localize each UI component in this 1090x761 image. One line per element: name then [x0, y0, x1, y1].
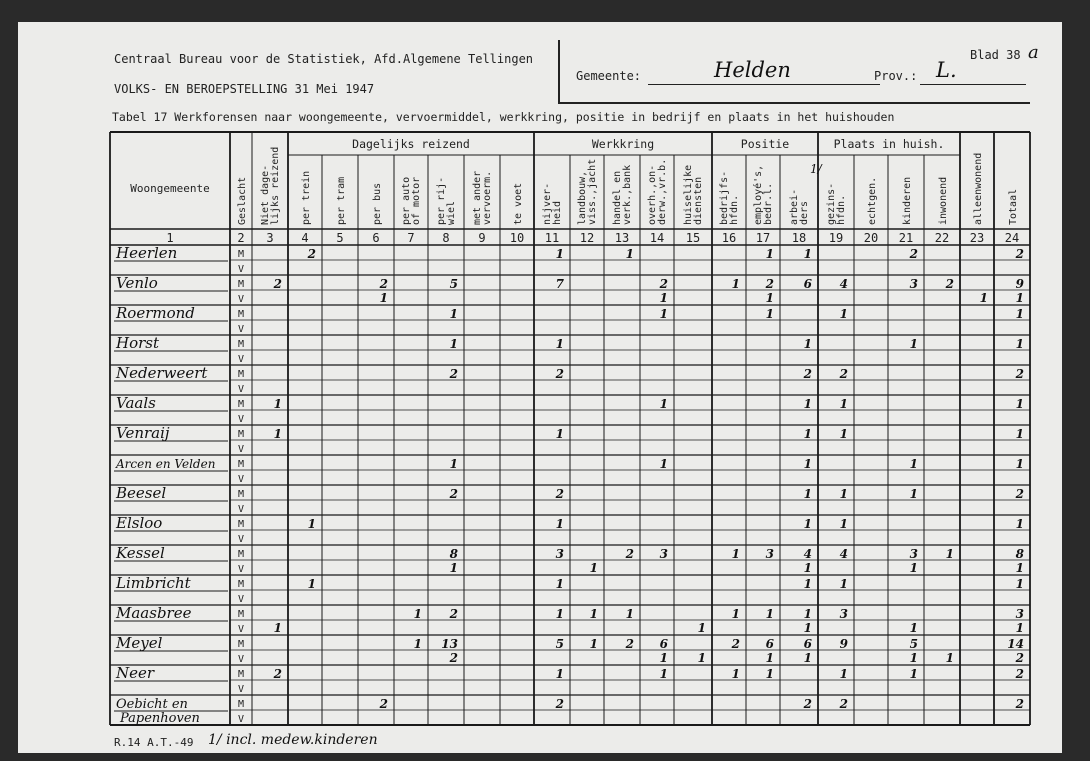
- value-m-col-11: 1: [555, 577, 564, 591]
- column-number: 4: [301, 231, 309, 245]
- value-v-col-24: 1: [1015, 621, 1024, 635]
- value-m-col-18: 2: [803, 697, 812, 711]
- woongemeente-name: Nederweert: [116, 364, 208, 382]
- geslacht-m: M: [237, 399, 245, 410]
- geslacht-v: V: [237, 474, 245, 485]
- value-m-col-19: 1: [839, 517, 848, 531]
- value-v-col-21: 1: [909, 651, 918, 665]
- geslacht-v: V: [237, 264, 245, 275]
- column-number: 5: [336, 231, 344, 245]
- value-m-col-19: 1: [839, 487, 848, 501]
- value-m-col-24: 2: [1015, 487, 1024, 501]
- column-number: 12: [579, 231, 595, 245]
- blad-suffix: a: [1028, 42, 1039, 63]
- geslacht-v: V: [237, 294, 245, 305]
- value-v-col-18: 1: [803, 561, 812, 575]
- group-header: Dagelijks reizend: [352, 137, 470, 151]
- column-header: landbouw,: [577, 170, 588, 225]
- geslacht-m: M: [237, 489, 245, 500]
- footnote: 1/ incl. medew.kinderen: [208, 732, 378, 748]
- value-m-col-19: 9: [839, 637, 848, 651]
- value-m-col-13: 2: [625, 637, 634, 651]
- value-m-col-7: 1: [413, 607, 422, 621]
- woongemeente-name: Venraij: [116, 424, 170, 442]
- column-header: bedrijfs-: [719, 170, 730, 225]
- census-form-sheet: [18, 22, 1062, 753]
- value-m-col-12: 1: [589, 607, 598, 621]
- column-18-note-mark: 1/: [810, 162, 822, 176]
- value-m-col-11: 1: [555, 607, 564, 621]
- value-v-col-6: 1: [379, 291, 388, 305]
- value-m-col-12: 1: [589, 637, 598, 651]
- value-m-col-21: 2: [909, 247, 918, 261]
- value-m-col-16: 1: [731, 667, 740, 681]
- value-m-col-19: 1: [839, 307, 848, 321]
- value-m-col-19: 3: [839, 607, 848, 621]
- value-m-col-21: 1: [909, 337, 918, 351]
- geslacht-v: V: [237, 414, 245, 425]
- value-m-col-3: 1: [273, 397, 282, 411]
- value-m-col-18: 1: [803, 517, 812, 531]
- column-number: 8: [442, 231, 450, 245]
- value-m-col-17: 1: [765, 307, 774, 321]
- column-header: wiel: [446, 200, 457, 225]
- value-v-col-18: 1: [803, 621, 812, 635]
- column-header: gezins-: [826, 182, 837, 225]
- value-m-col-18: 4: [803, 547, 812, 561]
- prov-value: L.: [936, 58, 957, 82]
- geslacht-m: M: [237, 579, 245, 590]
- value-m-col-7: 1: [413, 637, 422, 651]
- value-m-col-8: 5: [449, 277, 458, 291]
- value-m-col-16: 1: [731, 277, 740, 291]
- value-v-col-14: 1: [659, 291, 668, 305]
- column-header: arbei-: [789, 188, 800, 225]
- column-header: derw.,vr.b.: [657, 158, 668, 225]
- woongemeente-name: Papenhoven: [120, 711, 200, 726]
- value-m-col-18: 1: [803, 247, 812, 261]
- value-m-col-24: 2: [1015, 667, 1024, 681]
- column-header: ders: [799, 200, 810, 225]
- column-header: met ander: [472, 170, 483, 225]
- column-number: 20: [863, 231, 879, 245]
- value-m-col-24: 1: [1015, 517, 1024, 531]
- woongemeente-name: Limbricht: [116, 574, 191, 592]
- value-m-col-24: 1: [1015, 577, 1024, 591]
- column-number: 11: [544, 231, 560, 245]
- value-m-col-6: 2: [379, 697, 388, 711]
- value-v-col-8: 1: [449, 561, 458, 575]
- column-header: of motor: [411, 176, 422, 225]
- gemeente-label: Gemeente:: [576, 69, 642, 83]
- value-m-col-18: 1: [803, 607, 812, 621]
- value-m-col-16: 1: [731, 607, 740, 621]
- value-m-col-4: 1: [307, 517, 316, 531]
- woongemeente-name: Roermond: [116, 304, 195, 322]
- value-m-col-17: 1: [765, 667, 774, 681]
- value-m-col-3: 2: [273, 667, 282, 681]
- column-number: 9: [478, 231, 486, 245]
- value-m-col-18: 1: [803, 427, 812, 441]
- value-m-col-19: 2: [839, 697, 848, 711]
- column-number: 23: [969, 231, 985, 245]
- value-v-col-17: 1: [765, 651, 774, 665]
- value-m-col-21: 1: [909, 457, 918, 471]
- woongemeente-name: Meyel: [116, 634, 163, 652]
- column-header: echtgen.: [867, 176, 878, 225]
- value-m-col-14: 1: [659, 667, 668, 681]
- geslacht-v: V: [237, 444, 245, 455]
- value-m-col-19: 2: [839, 367, 848, 381]
- value-v-col-21: 1: [909, 621, 918, 635]
- value-m-col-21: 3: [909, 277, 918, 291]
- value-m-col-18: 6: [803, 637, 812, 651]
- value-m-col-19: 1: [839, 427, 848, 441]
- value-v-col-15: 1: [697, 651, 706, 665]
- column-header: Geslacht: [237, 176, 248, 225]
- woongemeente-name: Venlo: [116, 274, 158, 292]
- column-header: lijks reizend: [270, 146, 281, 225]
- value-m-col-24: 2: [1015, 367, 1024, 381]
- geslacht-m: M: [237, 339, 245, 350]
- column-header: per bus: [372, 182, 383, 225]
- column-number: 14: [649, 231, 665, 245]
- value-m-col-3: 2: [273, 277, 282, 291]
- column-header: Totaal: [1008, 188, 1019, 225]
- value-m-col-11: 5: [555, 637, 564, 651]
- geslacht-v: V: [237, 354, 245, 365]
- value-m-col-11: 1: [555, 427, 564, 441]
- column-number: 18: [791, 231, 807, 245]
- column-header: diensten: [693, 176, 704, 225]
- value-v-col-14: 1: [659, 651, 668, 665]
- value-m-col-21: 3: [909, 547, 918, 561]
- value-m-col-18: 1: [803, 397, 812, 411]
- value-m-col-8: 13: [441, 637, 458, 651]
- value-m-col-11: 1: [555, 517, 564, 531]
- value-m-col-22: 1: [945, 547, 954, 561]
- value-m-col-22: 2: [945, 277, 954, 291]
- value-v-col-24: 1: [1015, 291, 1024, 305]
- geslacht-v: V: [237, 324, 245, 335]
- column-header: overh.,on-: [647, 164, 658, 225]
- value-m-col-8: 1: [449, 337, 458, 351]
- woongemeente-name: Maasbree: [116, 604, 192, 622]
- geslacht-m: M: [237, 309, 245, 320]
- value-v-col-12: 1: [589, 561, 598, 575]
- column-header: hfdn.: [729, 194, 740, 225]
- value-m-col-4: 1: [307, 577, 316, 591]
- group-header: Positie: [740, 137, 790, 151]
- column-header: Niet dage-: [260, 164, 271, 225]
- value-m-col-11: 2: [555, 697, 564, 711]
- value-m-col-21: 1: [909, 487, 918, 501]
- value-m-col-24: 1: [1015, 397, 1024, 411]
- group-header: Plaats in huish.: [833, 137, 945, 151]
- column-number: 13: [614, 231, 630, 245]
- value-m-col-24: 14: [1007, 637, 1024, 651]
- value-m-col-24: 1: [1015, 427, 1024, 441]
- column-header-woongemeente: Woongemeente: [130, 182, 210, 195]
- value-m-col-18: 6: [803, 277, 812, 291]
- value-m-col-14: 1: [659, 457, 668, 471]
- woongemeente-name: Elsloo: [116, 514, 163, 532]
- column-header: per rij-: [436, 176, 447, 225]
- value-m-col-18: 1: [803, 457, 812, 471]
- geslacht-v: V: [237, 684, 245, 695]
- column-header: per auto: [401, 176, 412, 225]
- bureau-header: Centraal Bureau voor de Statistiek, Afd.Algemene Tellingen: [114, 52, 534, 66]
- woongemeente-name: Beesel: [116, 484, 167, 502]
- value-v-col-15: 1: [697, 621, 706, 635]
- geslacht-v: V: [237, 384, 245, 395]
- value-m-col-13: 1: [625, 247, 634, 261]
- value-v-col-22: 1: [945, 651, 954, 665]
- value-v-col-21: 1: [909, 561, 918, 575]
- value-v-col-23: 1: [979, 291, 988, 305]
- geslacht-m: M: [237, 549, 245, 560]
- value-m-col-24: 2: [1015, 697, 1024, 711]
- geslacht-v: V: [237, 594, 245, 605]
- value-m-col-24: 1: [1015, 307, 1024, 321]
- value-v-col-24: 2: [1015, 651, 1024, 665]
- value-m-col-21: 1: [909, 667, 918, 681]
- value-m-col-24: 1: [1015, 457, 1024, 471]
- value-m-col-8: 2: [449, 607, 458, 621]
- value-m-col-16: 1: [731, 547, 740, 561]
- census-title: VOLKS- EN BEROEPSTELLING 31 Mei 1947: [114, 82, 375, 96]
- column-header: viss.,jacht: [587, 158, 598, 225]
- table-title: Tabel 17 Werkforensen naar woongemeente, vervoermiddel, werkkring, positie in bedrijf en plaats in het huishouden: [112, 110, 895, 124]
- column-header: per trein: [301, 170, 312, 225]
- woongemeente-name: Oebicht en: [116, 697, 188, 712]
- value-m-col-11: 1: [555, 337, 564, 351]
- prov-label: Prov.:: [874, 69, 918, 83]
- value-m-col-14: 2: [659, 277, 668, 291]
- woongemeente-name: Horst: [116, 334, 160, 352]
- geslacht-v: V: [237, 624, 245, 635]
- column-number: 22: [934, 231, 950, 245]
- value-m-col-24: 8: [1015, 547, 1024, 561]
- form-code: R.14 A.T.-49: [114, 736, 194, 749]
- value-m-col-18: 1: [803, 337, 812, 351]
- woongemeente-name: Neer: [116, 664, 155, 682]
- value-m-col-24: 3: [1015, 607, 1024, 621]
- value-m-col-11: 3: [555, 547, 564, 561]
- woongemeente-name: Kessel: [116, 544, 165, 562]
- woongemeente-name: Vaals: [116, 394, 156, 412]
- blad-label: Blad 38: [970, 48, 1021, 62]
- value-m-col-14: 1: [659, 397, 668, 411]
- value-m-col-3: 1: [273, 427, 282, 441]
- value-m-col-24: 2: [1015, 247, 1024, 261]
- column-header: inwonend: [938, 176, 949, 225]
- value-m-col-11: 7: [555, 277, 564, 291]
- value-m-col-11: 1: [555, 667, 564, 681]
- gemeente-value: Helden: [714, 58, 791, 82]
- column-header: handel en: [612, 170, 623, 225]
- geslacht-m: M: [237, 369, 245, 380]
- column-header: per tram: [336, 176, 347, 225]
- value-m-col-21: 5: [909, 637, 918, 651]
- column-number: 15: [685, 231, 701, 245]
- column-header: vervoerm.: [482, 170, 493, 225]
- column-number: 7: [407, 231, 415, 245]
- value-m-col-14: 3: [659, 547, 668, 561]
- column-header: verk.,bank: [622, 164, 633, 225]
- geslacht-m: M: [237, 699, 245, 710]
- column-header: employé's,: [753, 164, 764, 225]
- geslacht-m: M: [237, 429, 245, 440]
- value-m-col-18: 2: [803, 367, 812, 381]
- value-m-col-18: 1: [803, 577, 812, 591]
- column-number: 2: [237, 231, 245, 245]
- value-v-col-3: 1: [273, 621, 282, 635]
- value-m-col-19: 1: [839, 667, 848, 681]
- geslacht-v: V: [237, 654, 245, 665]
- value-m-col-13: 2: [625, 547, 634, 561]
- woongemeente-name: Arcen en Velden: [116, 457, 216, 471]
- value-m-col-4: 2: [307, 247, 316, 261]
- column-header: heid: [552, 200, 563, 225]
- value-m-col-17: 1: [765, 607, 774, 621]
- column-number: 1: [166, 231, 174, 245]
- geslacht-v: V: [237, 534, 245, 545]
- value-v-col-18: 1: [803, 651, 812, 665]
- value-m-col-24: 9: [1015, 277, 1024, 291]
- column-number: 6: [372, 231, 380, 245]
- value-m-col-18: 1: [803, 487, 812, 501]
- value-m-col-19: 4: [839, 277, 848, 291]
- value-m-col-14: 1: [659, 307, 668, 321]
- geslacht-m: M: [237, 639, 245, 650]
- value-m-col-14: 6: [659, 637, 668, 651]
- value-m-col-17: 3: [765, 547, 774, 561]
- woongemeente-name: Heerlen: [116, 244, 178, 262]
- geslacht-v: V: [237, 714, 245, 725]
- value-m-col-11: 2: [555, 367, 564, 381]
- column-number: 21: [898, 231, 914, 245]
- column-number: 24: [1004, 231, 1020, 245]
- geslacht-m: M: [237, 609, 245, 620]
- geslacht-m: M: [237, 249, 245, 260]
- value-m-col-11: 1: [555, 247, 564, 261]
- value-m-col-19: 1: [839, 577, 848, 591]
- value-m-col-13: 1: [625, 607, 634, 621]
- column-header: te voet: [513, 182, 524, 225]
- column-number: 19: [828, 231, 844, 245]
- census-table: [18, 22, 1062, 753]
- column-header: kinderen: [902, 176, 913, 225]
- value-m-col-16: 2: [731, 637, 740, 651]
- column-header: bedr.l.: [763, 182, 774, 225]
- column-header: huiselijke: [683, 164, 694, 225]
- value-m-col-8: 2: [449, 487, 458, 501]
- column-header: nijver-: [542, 182, 553, 225]
- geslacht-m: M: [237, 459, 245, 470]
- column-number: 10: [509, 231, 525, 245]
- column-number: 17: [755, 231, 771, 245]
- value-v-col-8: 2: [449, 651, 458, 665]
- column-header: alleenwonend: [973, 152, 984, 225]
- value-m-col-19: 4: [839, 547, 848, 561]
- column-number: 16: [721, 231, 737, 245]
- value-v-col-24: 1: [1015, 561, 1024, 575]
- value-v-col-17: 1: [765, 291, 774, 305]
- column-number: 3: [266, 231, 274, 245]
- column-header: hfdn.: [836, 194, 847, 225]
- geslacht-v: V: [237, 504, 245, 515]
- geslacht-m: M: [237, 519, 245, 530]
- value-m-col-6: 2: [379, 277, 388, 291]
- geslacht-v: V: [237, 564, 245, 575]
- group-header: Werkkring: [591, 137, 655, 151]
- value-m-col-17: 6: [765, 637, 774, 651]
- value-m-col-8: 8: [449, 547, 458, 561]
- value-m-col-8: 1: [449, 307, 458, 321]
- value-m-col-8: 1: [449, 457, 458, 471]
- geslacht-m: M: [237, 669, 245, 680]
- value-m-col-19: 1: [839, 397, 848, 411]
- value-m-col-17: 2: [765, 277, 774, 291]
- value-m-col-24: 1: [1015, 337, 1024, 351]
- geslacht-m: M: [237, 279, 245, 290]
- value-m-col-8: 2: [449, 367, 458, 381]
- value-m-col-17: 1: [765, 247, 774, 261]
- value-m-col-11: 2: [555, 487, 564, 501]
